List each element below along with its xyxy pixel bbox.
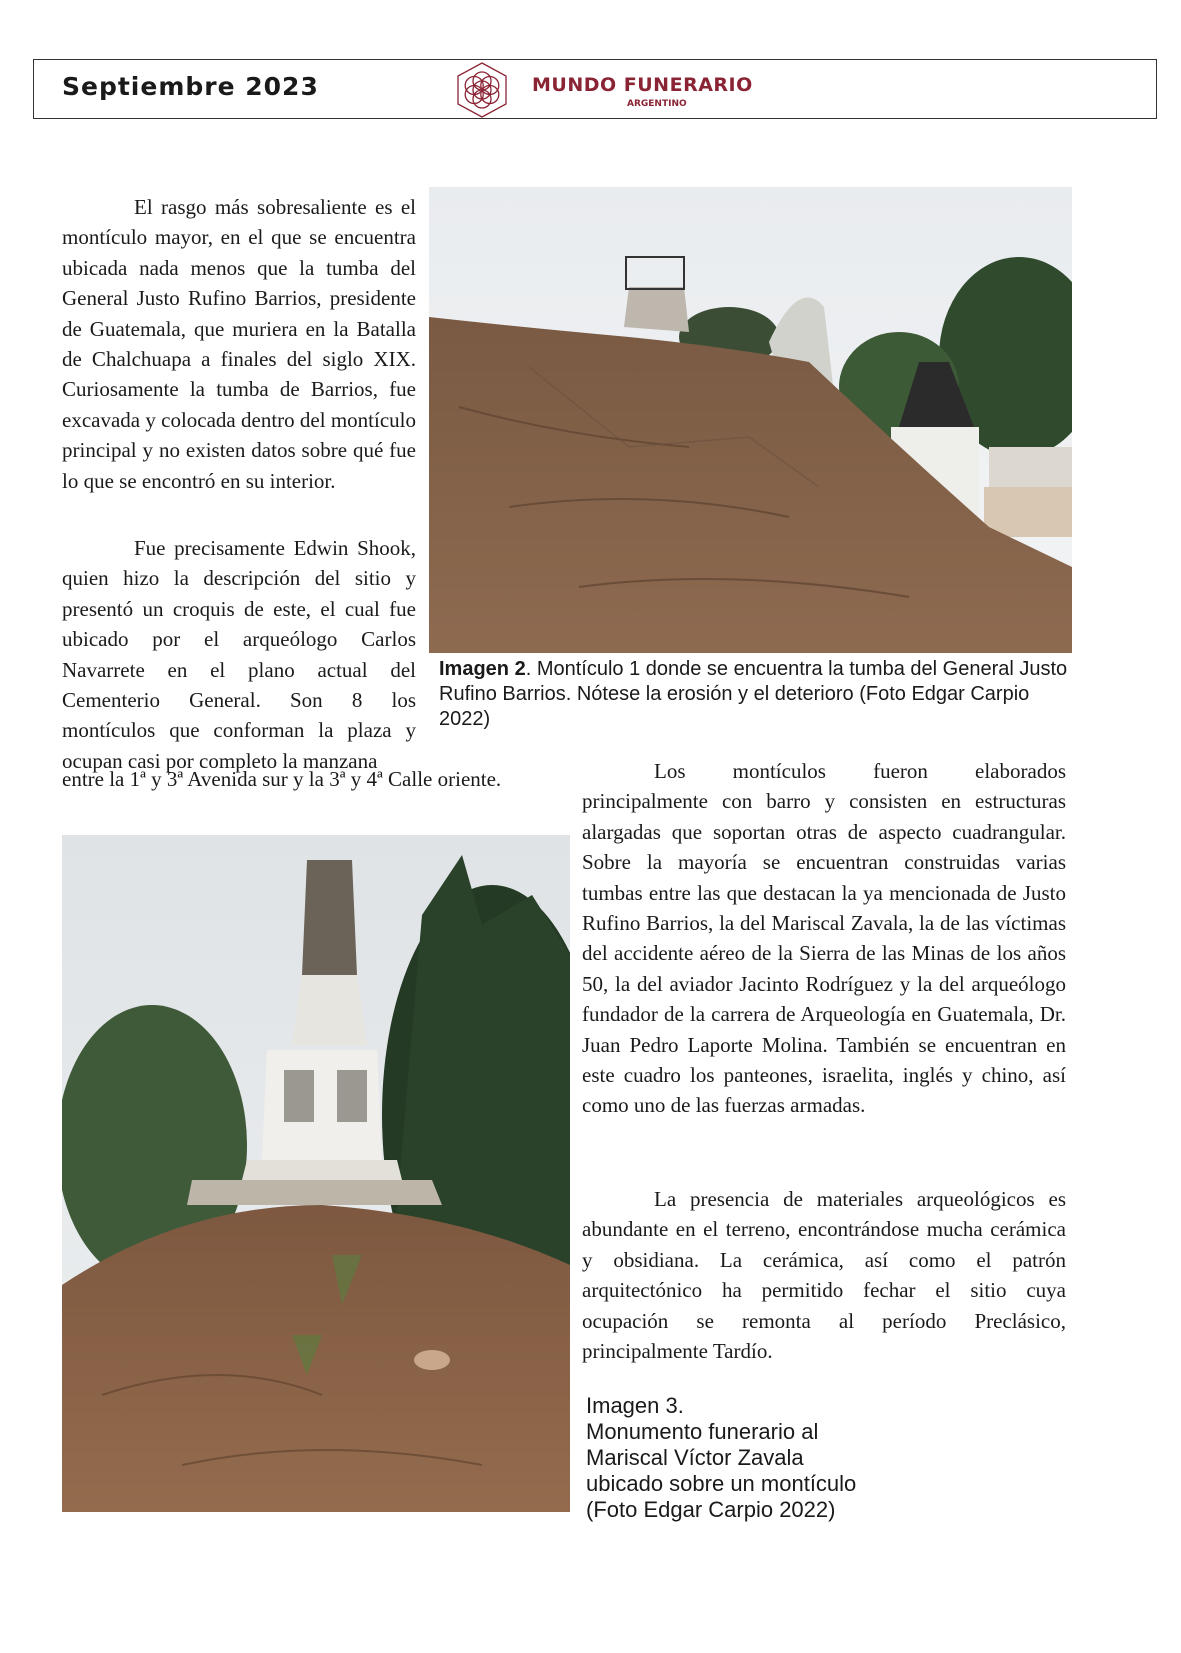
caption-image-3-line-2: Monumento funerario al bbox=[586, 1419, 819, 1444]
paragraph-2-last-line: entre la 1ª y 3ª Avenida sur y la 3ª y 4ª Calle oriente. bbox=[62, 767, 502, 791]
issue-date: Septiembre 2023 bbox=[62, 72, 319, 101]
paragraph-1: El rasgo más sobresaliente es el montículo mayor, en el que se encuentra ubicada nada menos que la tumba del General Justo Rufino Barrios, presidente de Guatemala, que muriera en la Batalla de Chalchuapa a finales del siglo XIX. Curiosamente la tumba de Barrios, fue excavada y colocada dentro del montículo principal y no existen datos sobre qué fue lo que se encontró en su interior. bbox=[62, 195, 416, 493]
caption-image-3 bbox=[586, 1393, 986, 1523]
paragraph-2: Fue precisamente Edwin Shook, quien hizo la descripción del sitio y presentó un croquis de este, el cual fue ubicado por el arqueólogo Carlos Navarrete en el plano actual del Cementerio General. Son 8 los montículos que conforman la plaza y ocupan casi por completo la manzana bbox=[62, 536, 416, 773]
page-header bbox=[33, 59, 1157, 119]
photo-mound-barrios-tomb bbox=[429, 187, 1072, 653]
photo-zavala-monument bbox=[62, 835, 570, 1512]
brand-subtitle: ARGENTINO bbox=[627, 99, 687, 109]
flower-of-life-icon bbox=[452, 61, 512, 119]
paragraph-4: La presencia de materiales arqueológicos es abundante en el terreno, encontrándose mucha cerámica y obsidiana. La cerámica, así como el patrón arquitectónico ha permitido fechar el sitio cuya ocupación se remonta al período Preclásico, principalmente Tardío. bbox=[582, 1187, 1066, 1364]
brand-name: MUNDO FUNERARIO bbox=[532, 74, 753, 96]
caption-image-3-line-3: Mariscal Víctor Zavala bbox=[586, 1445, 804, 1470]
caption-image-3-line-5: (Foto Edgar Carpio 2022) bbox=[586, 1497, 836, 1522]
publication-logo bbox=[452, 61, 812, 117]
caption-image-3-line-1: Imagen 3. bbox=[586, 1393, 684, 1418]
caption-image-2: Imagen 2. Montículo 1 donde se encuentra la tumba del General Justo Rufino Barrios. Nótese la erosión y el deterioro (Foto Edgar Carpio 2022) bbox=[439, 658, 1068, 730]
caption-image-3-line-4: ubicado sobre un montículo bbox=[586, 1471, 857, 1496]
paragraph-3: Los montículos fueron elaborados principalmente con barro y consisten en estructuras alargadas que soportan otras de aspecto cuadrangular. Sobre la mayoría se encuentran construidas varias tumbas entre las que destacan la ya mencionada de Justo Rufino Barrios, la del Mariscal Zavala, la de las víctimas del accidente aéreo de la Sierra de las Minas de los años 50, la del aviador Jacinto Rodríguez y la del arqueólogo fundador de la carrera de Arqueología en Guatemala, Dr. Juan Pedro Laporte Molina. También se encuentran en este cuadro los panteones, israelita, inglés y chino, así como uno de las fuerzas armadas. bbox=[582, 759, 1066, 1118]
